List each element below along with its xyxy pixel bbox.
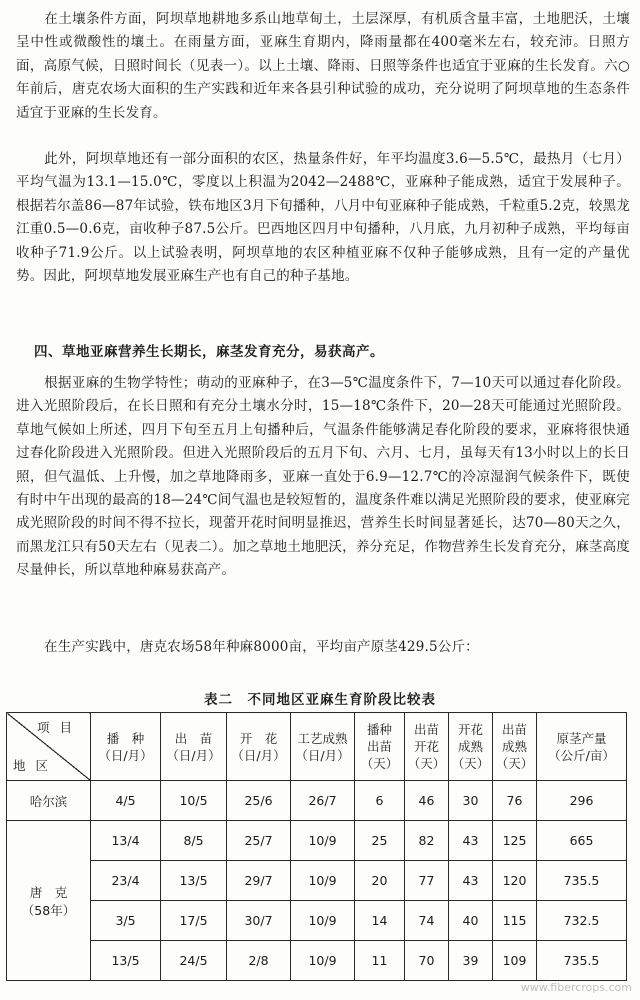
region-cell-harbin: 哈尔滨 <box>7 781 91 821</box>
region-year: （58年） <box>21 902 76 918</box>
header-stem-yield: 原茎产量 （公斤/亩） <box>537 713 627 781</box>
table-cell: 10/9 <box>291 861 355 901</box>
table-row <box>7 901 627 941</box>
table-cell: 2/8 <box>227 941 291 981</box>
paragraph-soil-climate <box>16 8 630 125</box>
table-cell: 26/7 <box>291 781 355 821</box>
table-cell: 74 <box>405 901 449 941</box>
table-cell: 46 <box>405 781 449 821</box>
paragraph-text: 在生产实践中，唐克农场58年种麻8000亩，平均亩产原茎429.5公斤： <box>44 639 479 655</box>
table-cell: 11 <box>355 941 405 981</box>
table-cell: 29/7 <box>227 861 291 901</box>
section-heading: 四、草地亚麻营养生长期长，麻茎发育充分，易获高产。 <box>34 344 384 360</box>
table-cell: 25/7 <box>227 821 291 861</box>
table-header-row <box>7 713 627 781</box>
region-cell-tangke <box>7 821 91 981</box>
table-cell: 3/5 <box>91 901 161 941</box>
paragraph-text: 此外，阿坝草地还有一部分面积的农区，热量条件好，年平均温度3.6—5.5℃，最热月（七月）平均气温为13.1—15.0℃，零度以上积温为2042—2488℃，亚麻种子能成熟，适宜于发展种子。根据若尔盖86—87年试验，铁布地区3月下旬播种，八月中旬亚麻种子能成熟，千粒重5.2克，较黑龙江重0.5—0.6克，亩收种子87.5公斤。巴西地区四月中旬播种，八月底，九月初种子成熟，平均每亩收种子71.9公斤。以上试验表明，阿坝草地的农区种植亚麻不仅种子能够成熟，且有一定的产量优势。因此，阿坝草地发展亚麻生产也有自己的种子基地。 <box>16 151 631 285</box>
table-cell: 40 <box>449 901 493 941</box>
table-cell: 82 <box>405 821 449 861</box>
table-cell: 120 <box>493 861 537 901</box>
table-cell: 24/5 <box>161 941 227 981</box>
table-corner-header <box>7 713 91 781</box>
table-cell: 125 <box>493 821 537 861</box>
table-cell: 735.5 <box>537 861 627 901</box>
table-cell: 23/4 <box>91 861 161 901</box>
table-cell: 39 <box>449 941 493 981</box>
header-emergence-to-maturity: 出苗 成熟 （天） <box>493 713 537 781</box>
table-cell: 10/5 <box>161 781 227 821</box>
table-cell: 13/5 <box>91 941 161 981</box>
table-cell: 17/5 <box>161 901 227 941</box>
table-cell: 109 <box>493 941 537 981</box>
table-cell: 43 <box>449 821 493 861</box>
corner-label-items: 项目 <box>36 720 82 735</box>
table-cell: 735.5 <box>537 941 627 981</box>
paragraph-text: 根据亚麻的生物学特性；萌动的亚麻种子，在3—5℃温度条件下，7—10天可以通过春化阶段。进入光照阶段后，在长日照和有充分土壤水分时，15—18℃条件下，20—28天可能通过光照阶段。草地气候如上所述，四月下旬至五月上旬播种后，气温条件能够满足春化阶段的要求，亚麻将很快通过春化阶段进入光照阶段。但进入光照阶段后的五月下旬、六月、七月，虽每天有13小时以上的长日照，但气温低、上升慢，加之草地降雨多，亚麻一直处于6.9—12.7℃的冷凉湿润气候条件下，既使有时中午出现的最高的18—24℃间气温也是较短暂的，温度条件难以满足光照阶段的要求，使亚麻完成光照阶段的时间不得不拉长，现蕾开花时间明显推迟，营养生长时间显著延长，达70—80天之久，而黑龙江只有50天左右（见表二）。加之草地土地肥沃，养分充足，作物营养生长发育充分，麻茎高度尽量伸长，所以草地种麻易获高产。 <box>16 375 630 579</box>
paragraph-agricultural-area <box>16 148 630 288</box>
table-row <box>7 781 627 821</box>
table-cell: 4/5 <box>91 781 161 821</box>
region-name: 唐 克 <box>29 884 68 900</box>
table-cell: 10/9 <box>291 901 355 941</box>
table-cell: 70 <box>405 941 449 981</box>
table-cell: 732.5 <box>537 901 627 941</box>
table-cell: 10/9 <box>291 941 355 981</box>
table-cell: 6 <box>355 781 405 821</box>
table-cell: 14 <box>355 901 405 941</box>
table-cell: 76 <box>493 781 537 821</box>
table-cell: 13/5 <box>161 861 227 901</box>
header-flowering-to-maturity: 开花 成熟 （天） <box>449 713 493 781</box>
header-emergence: 出 苗 （日/月） <box>161 713 227 781</box>
header-technical-maturity: 工艺成熟 （日/月） <box>291 713 355 781</box>
paragraph-production <box>16 636 630 659</box>
table-row <box>7 861 627 901</box>
table-cell: 25/6 <box>227 781 291 821</box>
header-flowering: 开 花 （日/月） <box>227 713 291 781</box>
table-cell: 8/5 <box>161 821 227 861</box>
table-cell: 25 <box>355 821 405 861</box>
header-sowing: 播 种 （日/月） <box>91 713 161 781</box>
table-title: 表二 不同地区亚麻生育阶段比较表 <box>204 692 436 708</box>
table-cell: 77 <box>405 861 449 901</box>
table-cell: 10/9 <box>291 821 355 861</box>
table-cell: 20 <box>355 861 405 901</box>
table-row <box>7 821 627 861</box>
table-cell: 13/4 <box>91 821 161 861</box>
table-row <box>7 941 627 981</box>
table-cell: 30/7 <box>227 901 291 941</box>
table-cell: 665 <box>537 821 627 861</box>
watermark: www.fibercrops.com <box>520 981 632 994</box>
comparison-table-wrapper <box>6 712 627 981</box>
table-cell: 43 <box>449 861 493 901</box>
paragraph-biology <box>16 372 630 583</box>
table-cell: 296 <box>537 781 627 821</box>
table-cell: 115 <box>493 901 537 941</box>
header-emergence-to-flowering: 出苗 开花 （天） <box>405 713 449 781</box>
corner-label-region: 地区 <box>13 758 59 773</box>
comparison-table <box>6 712 627 981</box>
paragraph-text: 在土壤条件方面，阿坝草地耕地多系山地草甸土，土层深厚，有机质含量丰富，土地肥沃，土壤呈中性或微酸性的壤土。在雨量方面，亚麻生育期内，降雨量都在400毫米左右，较充沛。日照方面，高原气候，日照时间长（见表一）。以上土壤、降雨、日照等条件也适宜于亚麻的生长发育。六○年前后，唐克农场大面积的生产实践和近年来各县引种试验的成功，充分说明了阿坝草地的生态条件适宜于亚麻的生长发育。 <box>16 11 630 121</box>
table-cell: 30 <box>449 781 493 821</box>
header-sowing-to-emergence: 播种 出苗 （天） <box>355 713 405 781</box>
